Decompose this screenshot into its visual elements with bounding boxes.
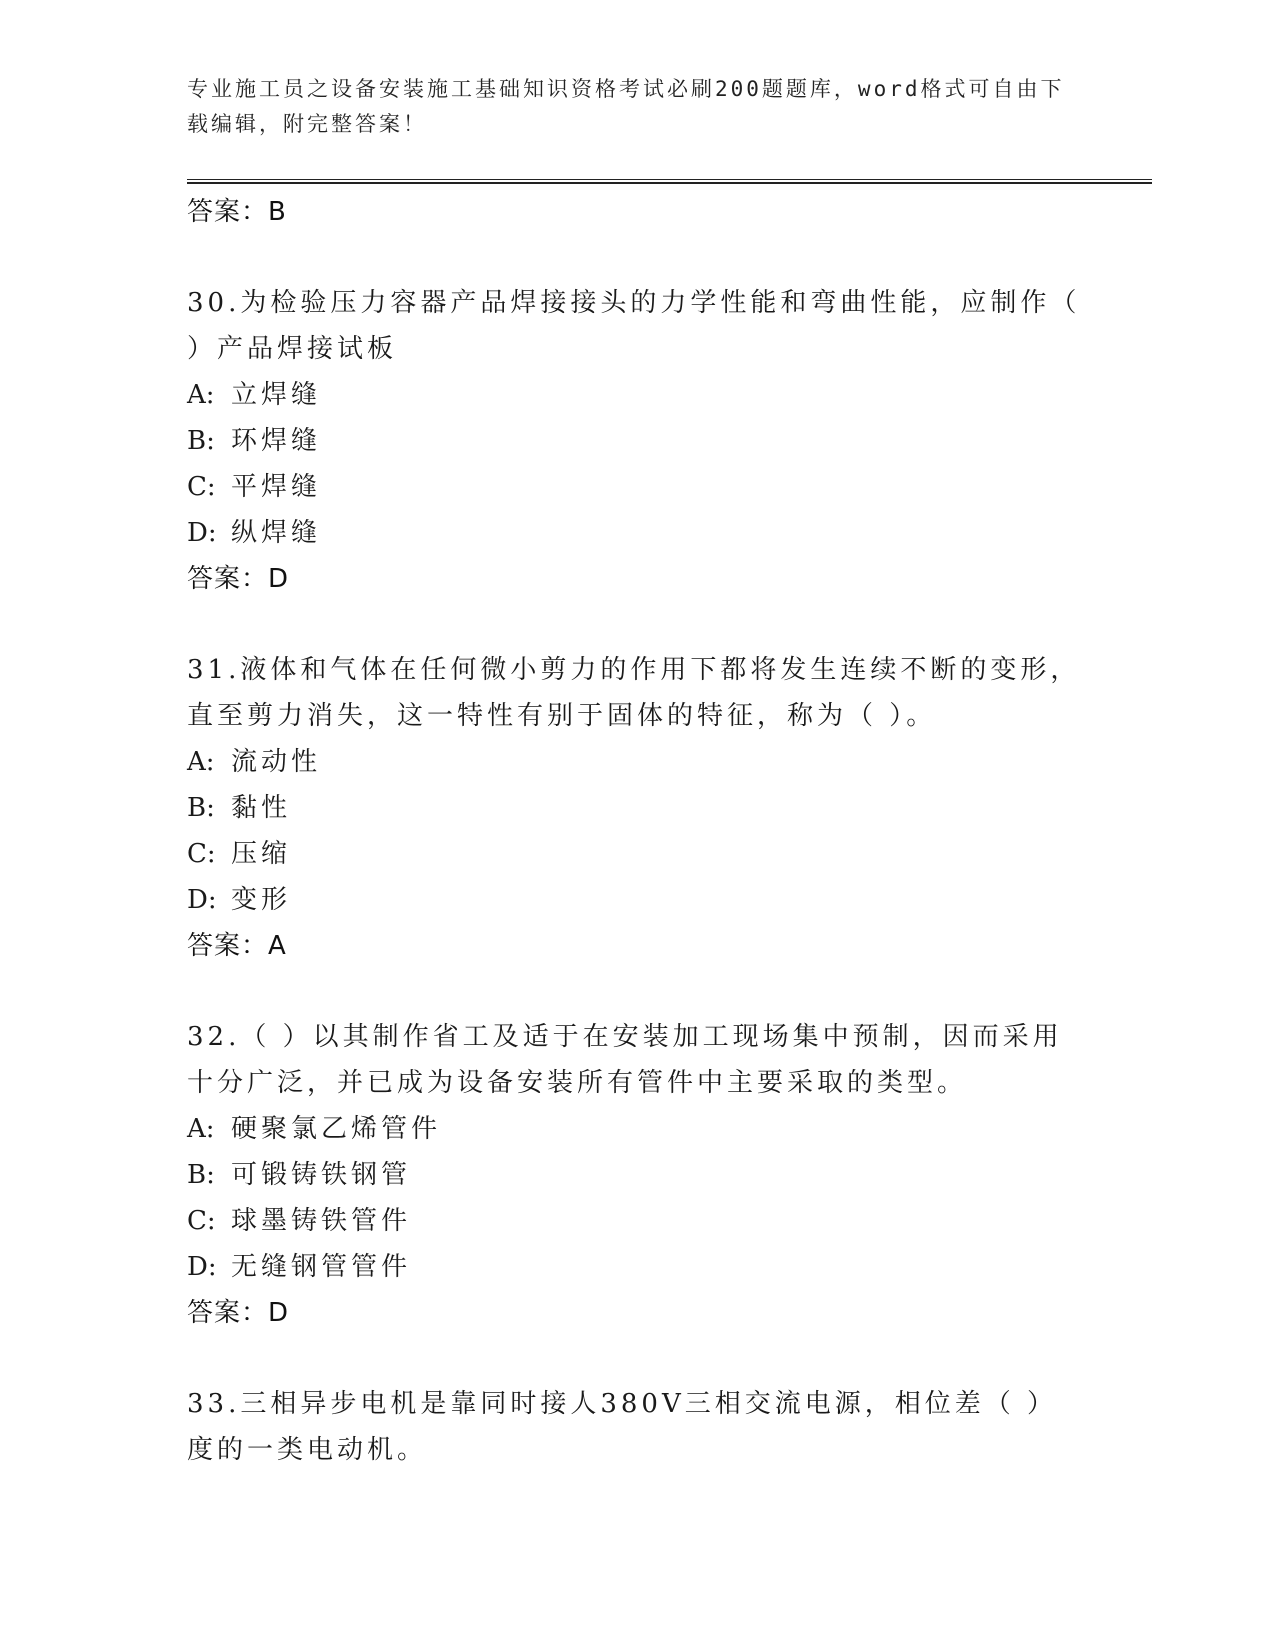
- option-key: D:: [187, 885, 217, 915]
- option-text: 立焊缝: [231, 380, 322, 410]
- header-divider: [187, 179, 1152, 184]
- option-c: [187, 831, 1087, 877]
- option-a: [187, 739, 1087, 785]
- option-text: 可锻铸铁钢管: [231, 1160, 412, 1190]
- question-30: [187, 280, 1087, 602]
- answer-29: 答案：B: [187, 197, 287, 227]
- option-key: A:: [187, 380, 215, 410]
- option-text: 环焊缝: [231, 426, 322, 456]
- question-32: [187, 1014, 1087, 1336]
- answer-30: 答案：D: [187, 564, 290, 594]
- option-text: 球墨铸铁管件: [231, 1206, 412, 1236]
- option-key: A:: [187, 747, 215, 777]
- option-text: 平焊缝: [231, 472, 322, 502]
- option-text: 变形: [231, 885, 292, 915]
- option-d: [187, 1244, 1087, 1290]
- option-key: B:: [187, 793, 215, 823]
- question-list: [187, 189, 1087, 1473]
- option-key: D:: [187, 1252, 217, 1282]
- option-a: [187, 1106, 1087, 1152]
- option-text: 黏性: [231, 793, 292, 823]
- option-text: 压缩: [231, 839, 292, 869]
- question-stem: 32.（ ）以其制作省工及适于在安装加工现场集中预制，因而采用十分广泛，并已成为设备安装所有管件中主要采取的类型。: [187, 1022, 1063, 1098]
- option-key: D:: [187, 518, 217, 548]
- option-text: 硬聚氯乙烯管件: [231, 1114, 442, 1144]
- option-c: [187, 1198, 1087, 1244]
- option-key: A:: [187, 1114, 215, 1144]
- option-key: C:: [187, 839, 216, 869]
- option-a: [187, 372, 1087, 418]
- page-header: 专业施工员之设备安装施工基础知识资格考试必刷200题题库，word格式可自由下载编辑，附完整答案！: [187, 77, 1065, 136]
- option-key: C:: [187, 472, 216, 502]
- option-text: 流动性: [231, 747, 322, 777]
- option-b: [187, 785, 1087, 831]
- option-b: [187, 418, 1087, 464]
- option-text: 纵焊缝: [231, 518, 322, 548]
- question-stem: 31.液体和气体在任何微小剪力的作用下都将发生连续不断的变形，直至剪力消失，这一特性有别于固体的特征，称为（ ）。: [187, 655, 1081, 731]
- option-key: B:: [187, 1160, 215, 1190]
- option-c: [187, 464, 1087, 510]
- option-d: [187, 510, 1087, 556]
- answer-31: 答案：A: [187, 931, 287, 961]
- option-text: 无缝钢管管件: [231, 1252, 412, 1282]
- question-stem: 30.为检验压力容器产品焊接接头的力学性能和弯曲性能，应制作（ ）产品焊接试板: [187, 288, 1081, 364]
- option-key: C:: [187, 1206, 216, 1236]
- option-d: [187, 877, 1087, 923]
- question-33: [187, 1381, 1087, 1473]
- option-key: B:: [187, 426, 215, 456]
- question-31: [187, 647, 1087, 969]
- option-b: [187, 1152, 1087, 1198]
- answer-32: 答案：D: [187, 1298, 290, 1328]
- question-stem: 33.三相异步电机是靠同时接人380V三相交流电源，相位差（ ）度的一类电动机。: [187, 1389, 1058, 1465]
